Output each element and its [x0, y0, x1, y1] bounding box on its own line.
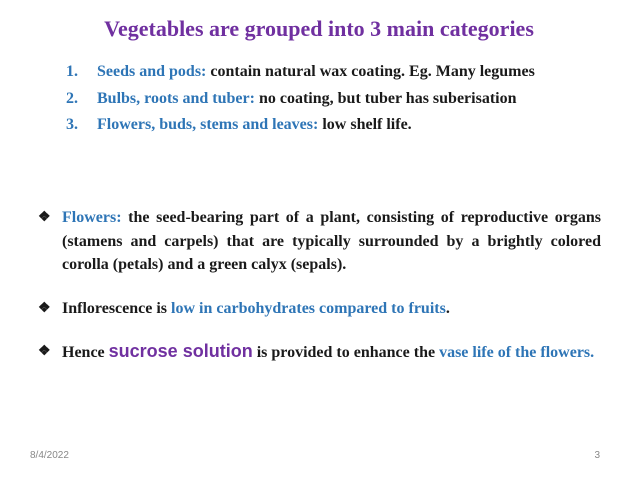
category-item: [66, 115, 601, 136]
bullet-text: the seed-bearing part of a plant, consisting of reproductive organs (stamens and carpels) that are typically surrounded by a brightly colored corolla (petals) and a green calyx (sepals).: [62, 209, 601, 273]
bullet-highlight: sucrose solution: [108, 341, 253, 361]
category-description: contain natural wax coating. Eg. Many legumes: [206, 63, 535, 80]
category-term: Bulbs, roots and tuber:: [97, 89, 255, 107]
category-number: 1.: [66, 63, 78, 80]
diamond-bullet-icon: ❖: [38, 300, 51, 316]
bullet-text: is provided to enhance the: [252, 344, 440, 361]
bullet-hence: [38, 340, 601, 365]
category-item: [66, 62, 601, 83]
bullet-highlight: low in carbohydrates compared to fruits: [171, 299, 446, 317]
bullet-inflorescence: [38, 297, 601, 321]
category-description: no coating, but tuber has suberisation: [254, 89, 517, 107]
category-description: low shelf life.: [318, 116, 412, 133]
bullet-text: Hence: [62, 344, 109, 361]
bullet-term: Flowers:: [62, 209, 122, 226]
bullet-text: .: [445, 299, 450, 317]
bullet-text: Inflorescence is: [62, 299, 172, 317]
bullet-list: [38, 206, 601, 365]
category-number: 2.: [66, 89, 78, 107]
slide-title: Vegetables are grouped into 3 main categories: [104, 16, 534, 41]
bullet-highlight: vase life of the flowers.: [439, 344, 595, 361]
category-list: [66, 62, 601, 142]
category-item: [66, 89, 601, 110]
category-term: Flowers, buds, stems and leaves:: [97, 116, 319, 133]
category-term: Seeds and pods:: [97, 63, 207, 80]
page-number: 3: [594, 450, 600, 461]
category-number: 3.: [66, 116, 78, 133]
diamond-bullet-icon: ❖: [38, 344, 51, 359]
footer-date: 8/4/2022: [30, 450, 69, 461]
bullet-flowers: [38, 206, 601, 277]
diamond-bullet-icon: ❖: [38, 210, 51, 225]
